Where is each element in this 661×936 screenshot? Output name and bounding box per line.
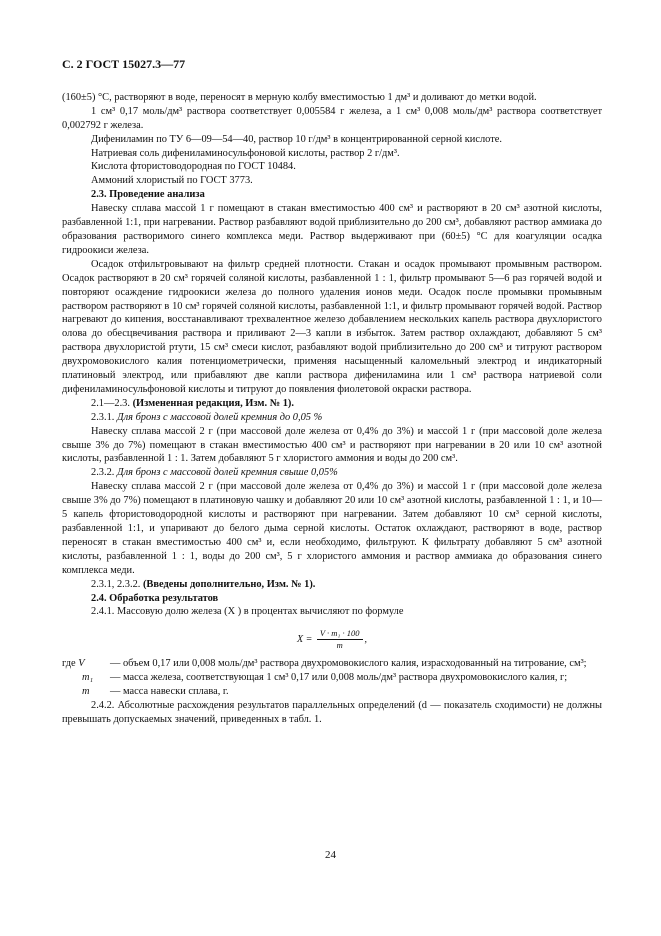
definition-text: — масса навески сплава, г. [110,686,229,698]
clause-number: 2.1—2.3. [91,397,130,409]
paragraph: Кислота фтористоводородная по ГОСТ 10484. [91,161,296,173]
paragraph: 1 см³ 0,17 моль/дм³ раствора соответствует 0,005584 г железа, а 1 см³ 0,008 моль/дм³ раствора соответствует 0,002792 г железа. [62,105,602,131]
subsection-title: Для бронз с массовой долей кремния свыше 0,05% [117,467,338,479]
paragraph: Навеску сплава массой 2 г (при массовой доле железа от 0,4% до 3%) и массой 1 г (при массовой доле железа свыше 3% до 7%) помещают в платиновую чашку и добавляют 20 или 10 см³ азотной кислоты, разбавленной 1 : 1, и 10—5 капель фтористоводородной кислоты и растворяют при нагревании. Затем добавляют 10 см³ серной кислоты, разбавленной 1:1, и упаривают до белого дыма серной кислоты. Остаток охлаждают, растворяют в воде, раствор переносят в стакан вместимостью 400 см³ и, если необходимо, фильтруют. К фильтрату добавляют 5 см³ азотной кислоты, разбавленной 1 : 1, воды до 200 см³, 5 г хлористого аммония и раствор аммиака до образования синего комплекса меди. [62,481,602,576]
definition-row [62,671,602,685]
definition-row [62,657,602,671]
paragraph: Навеску сплава массой 2 г (при массовой доле железа от 0,4% до 3%) и массой 1 г (при массовой доле железа свыше 3% до 7%) помещают в стакан вместимостью 400 см³ и растворяют при нагревании в 20 или 10 см³ азотной кислоты, разбавленной 1 : 1. Затем добавляют 5 г хлористого аммония и воды до 200 см³. [62,425,602,465]
paragraph: 2.4.1. Массовую долю железа (X ) в процентах вычисляют по формуле [91,606,404,618]
formula-fraction [317,628,363,651]
amendment-text: (Измененная редакция, Изм. № 1). [132,397,294,409]
paragraph: 2.4.2. Абсолютные расхождения результатов параллельных определений (d — показатель сходимости) не должны превышать допускаемых значений, приведенных в табл. 1. [62,700,602,725]
subsection-title: Для бронз с массовой долей кремния до 0,05 % [117,411,323,423]
definition-symbol: V [78,658,85,670]
formula-numerator: V · m₁ · 100 [317,628,363,640]
formula [62,628,602,651]
section-heading: 2.3. Проведение анализа [91,189,205,201]
paragraph: (160±5) °С, растворяют в воде, переносят в мерную колбу вместимостью 1 дм³ и доливают до метки водой. [62,91,537,103]
definition-where: где V [62,658,85,670]
section-heading: 2.4. Обработка результатов [91,592,219,604]
page-number: 24 [325,849,336,861]
amendment-text: (Введены дополнительно, Изм. № 1). [142,578,316,590]
paragraph: Аммоний хлористый по ГОСТ 3773. [91,175,253,187]
document-page [62,58,602,727]
definition-symbol: m [82,686,90,698]
definition-text: — масса железа, соответствующая 1 см³ 0,17 или 0,008 моль/дм³ раствора двухромовокислого калия, г; [110,672,568,684]
definition-row [62,685,602,699]
paragraph: Дифениламин по ТУ 6—09—54—40, раствор 10 г/дм³ в концентрированной серной кислоте. [91,133,502,145]
formula-denominator: m [336,640,343,651]
clause-number: 2.3.1, 2.3.2. [91,578,141,590]
paragraph: Осадок отфильтровывают на фильтр средней плотности. Стакан и осадок промывают промывным раствором. Осадок растворяют в 20 см³ горячей соляной кислоты, разбавленной 1 : 1, фильтр промывают 5—6 раз горячей водой и повторяют осаждение гидроокиси железа до полного удаления ионов меди. Осадок после промывки промывным раствором растворяют в 10 см³ горячей соляной кислоты, разбавленной 1:1, и фильтр промывают горячей водой. Раствор нагревают до кипения, восстанавливают трехвалентное железо добавлением нескольких капель раствора двухлористого олова до обесцвечивания раствора и приливают 2—3 капли в избыток. Затем раствор охлаждают, добавляют 5 см³ раствора двухлористой ртути, 15 см³ смеси кислот, разбавляют водой приблизительно до 200 см³ и титруют раствором двухромовокислого калия потенциометрически, применяя насыщенный каломельный электрод и индикаторный платиновый электрод, или прибавляют две капли раствора дифениламина или 1 см³ раствора натриевой соли дифениламиносульфоновой кислоты и титруют до появления фиолетовой окраски раствора. [62,258,602,395]
paragraph: Натриевая соль дифениламиносульфоновой кислоты, раствор 2 г/дм³. [91,147,400,159]
definition-text: — объем 0,17 или 0,008 моль/дм³ раствора двухромовокислого калия, израсходованный на титрование, см³; [110,658,587,670]
amendment-note [62,397,602,411]
subsection-heading [62,466,602,480]
paragraph: Навеску сплава массой 1 г помещают в стакан вместимостью 400 см³ и растворяют в 20 см³ азотной кислоты, разбавленной 1:1, при нагревании. Раствор разбавляют водой приблизительно до 200 см³, добавляют раствор аммиака до образования растворимого синего комплекса меди. Раствор выдерживают при (60±5) °С для коагуляции осадка гидроокиси железа. [62,203,602,256]
formula-tail: , [364,634,367,646]
clause-number: 2.3.2. [91,467,115,479]
subsection-heading [62,411,602,425]
definition-symbol: m₁ [82,672,94,684]
amendment-note [62,578,602,592]
clause-number: 2.3.1. [91,411,115,423]
page-header: С. 2 ГОСТ 15027.3—77 [62,57,186,71]
formula-lhs: X = [297,634,313,646]
